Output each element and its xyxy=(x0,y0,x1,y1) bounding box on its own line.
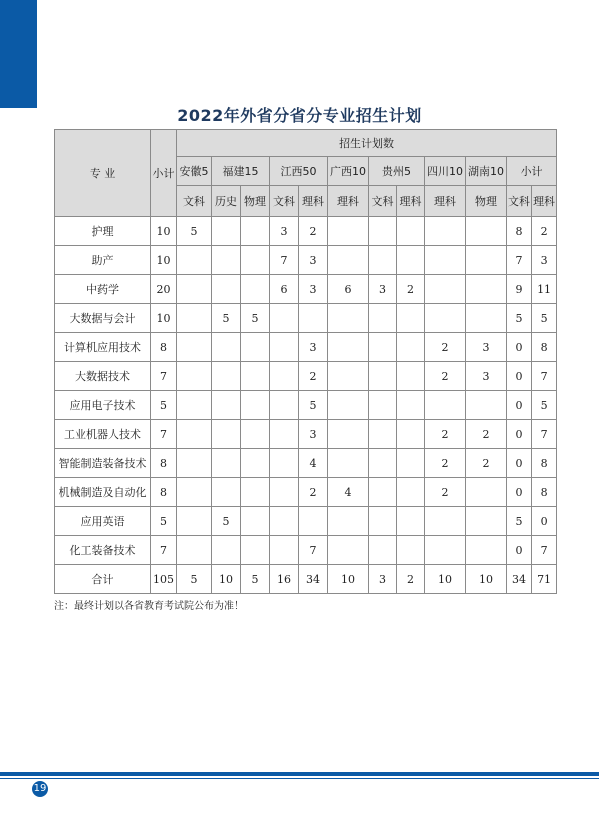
footer-rule xyxy=(0,772,599,776)
plan-cell xyxy=(241,478,270,507)
major-cell: 化工装备技术 xyxy=(55,536,151,565)
plan-cell: 3 xyxy=(369,565,397,594)
table-row xyxy=(55,565,557,594)
plan-cell xyxy=(241,420,270,449)
plan-cell xyxy=(369,449,397,478)
plan-cell: 7 xyxy=(532,536,557,565)
table-row xyxy=(55,333,557,362)
plan-cell xyxy=(299,304,328,333)
plan-cell xyxy=(397,362,425,391)
plan-cell: 0 xyxy=(532,507,557,536)
plan-cell: 8 xyxy=(532,478,557,507)
plan-cell xyxy=(397,507,425,536)
plan-cell xyxy=(466,217,507,246)
plan-cell xyxy=(241,536,270,565)
plan-cell xyxy=(177,246,212,275)
plan-cell: 34 xyxy=(507,565,532,594)
plan-cell xyxy=(369,362,397,391)
plan-cell: 5 xyxy=(507,507,532,536)
major-cell: 护理 xyxy=(55,217,151,246)
plan-cell xyxy=(397,449,425,478)
plan-cell: 3 xyxy=(299,275,328,304)
plan-cell xyxy=(425,217,466,246)
plan-cell xyxy=(328,449,369,478)
plan-cell: 6 xyxy=(270,275,299,304)
header-subject: 历史 xyxy=(212,186,241,217)
plan-cell: 7 xyxy=(507,246,532,275)
plan-cell xyxy=(328,507,369,536)
header-subject: 文科 xyxy=(369,186,397,217)
table-row xyxy=(55,362,557,391)
table-row xyxy=(55,275,557,304)
header-subject: 理科 xyxy=(299,186,328,217)
plan-cell: 5 xyxy=(532,304,557,333)
plan-cell: 0 xyxy=(507,391,532,420)
plan-cell: 5 xyxy=(177,217,212,246)
major-cell: 助产 xyxy=(55,246,151,275)
plan-cell xyxy=(241,275,270,304)
plan-cell xyxy=(177,420,212,449)
plan-cell: 7 xyxy=(532,362,557,391)
plan-cell: 7 xyxy=(532,420,557,449)
table-row xyxy=(55,536,557,565)
plan-cell xyxy=(177,478,212,507)
subtotal-cell: 5 xyxy=(151,391,177,420)
header-subject: 理科 xyxy=(328,186,369,217)
plan-cell: 0 xyxy=(507,420,532,449)
plan-cell xyxy=(177,536,212,565)
plan-cell xyxy=(212,391,241,420)
plan-cell xyxy=(177,275,212,304)
header-major: 专 业 xyxy=(55,130,151,217)
major-cell: 合计 xyxy=(55,565,151,594)
major-cell: 应用电子技术 xyxy=(55,391,151,420)
plan-cell xyxy=(328,362,369,391)
header-province: 安徽5 xyxy=(177,157,212,186)
plan-cell: 10 xyxy=(466,565,507,594)
subtotal-cell: 20 xyxy=(151,275,177,304)
page-number: 19 xyxy=(32,781,48,797)
header-subject: 理科 xyxy=(397,186,425,217)
major-cell: 应用英语 xyxy=(55,507,151,536)
header-subject: 文科 xyxy=(270,186,299,217)
plan-cell xyxy=(397,420,425,449)
plan-cell xyxy=(425,304,466,333)
table-row xyxy=(55,478,557,507)
plan-cell xyxy=(328,246,369,275)
header-subject: 文科 xyxy=(507,186,532,217)
plan-cell: 6 xyxy=(328,275,369,304)
plan-cell xyxy=(241,246,270,275)
plan-cell xyxy=(177,333,212,362)
plan-cell xyxy=(397,246,425,275)
plan-cell xyxy=(425,275,466,304)
plan-cell xyxy=(466,391,507,420)
subtotal-cell: 10 xyxy=(151,304,177,333)
plan-cell: 3 xyxy=(466,362,507,391)
plan-cell xyxy=(270,304,299,333)
plan-cell xyxy=(241,333,270,362)
plan-cell xyxy=(397,304,425,333)
plan-cell: 10 xyxy=(328,565,369,594)
header-province: 江西50 xyxy=(270,157,328,186)
major-cell: 计算机应用技术 xyxy=(55,333,151,362)
header-subject: 理科 xyxy=(425,186,466,217)
plan-cell xyxy=(270,391,299,420)
plan-cell: 0 xyxy=(507,333,532,362)
plan-cell: 71 xyxy=(532,565,557,594)
major-cell: 工业机器人技术 xyxy=(55,420,151,449)
plan-cell: 2 xyxy=(466,420,507,449)
header-province: 小计 xyxy=(507,157,557,186)
plan-cell xyxy=(397,536,425,565)
plan-cell: 2 xyxy=(299,478,328,507)
plan-cell xyxy=(270,536,299,565)
plan-cell xyxy=(466,536,507,565)
header-province: 贵州5 xyxy=(369,157,425,186)
plan-cell xyxy=(212,362,241,391)
header-subtotal: 小计 xyxy=(151,130,177,217)
plan-cell: 8 xyxy=(507,217,532,246)
major-cell: 中药学 xyxy=(55,275,151,304)
table-row xyxy=(55,304,557,333)
plan-cell xyxy=(425,536,466,565)
table-row xyxy=(55,391,557,420)
plan-cell xyxy=(177,507,212,536)
header-subject: 物理 xyxy=(241,186,270,217)
plan-cell xyxy=(177,304,212,333)
subtotal-cell: 105 xyxy=(151,565,177,594)
plan-cell xyxy=(369,507,397,536)
plan-cell: 4 xyxy=(299,449,328,478)
plan-cell: 2 xyxy=(299,217,328,246)
plan-cell xyxy=(369,217,397,246)
subtotal-cell: 7 xyxy=(151,362,177,391)
plan-cell: 2 xyxy=(425,420,466,449)
plan-cell xyxy=(369,246,397,275)
plan-cell xyxy=(466,507,507,536)
plan-cell: 2 xyxy=(425,478,466,507)
major-cell: 机械制造及自动化 xyxy=(55,478,151,507)
subtotal-cell: 8 xyxy=(151,449,177,478)
plan-cell xyxy=(212,420,241,449)
plan-cell xyxy=(241,507,270,536)
plan-cell xyxy=(328,217,369,246)
plan-cell: 3 xyxy=(532,246,557,275)
plan-cell: 3 xyxy=(299,246,328,275)
plan-cell xyxy=(425,391,466,420)
plan-cell xyxy=(466,304,507,333)
plan-cell xyxy=(270,420,299,449)
plan-cell xyxy=(369,536,397,565)
plan-cell: 5 xyxy=(532,391,557,420)
subtotal-cell: 5 xyxy=(151,507,177,536)
plan-cell xyxy=(328,304,369,333)
plan-cell: 5 xyxy=(241,304,270,333)
subtotal-cell: 10 xyxy=(151,217,177,246)
header-plan: 招生计划数 xyxy=(177,130,557,157)
plan-cell: 3 xyxy=(466,333,507,362)
plan-cell xyxy=(270,449,299,478)
plan-cell xyxy=(241,449,270,478)
plan-cell: 2 xyxy=(425,333,466,362)
header-province: 福建15 xyxy=(212,157,270,186)
plan-cell xyxy=(328,420,369,449)
plan-cell: 0 xyxy=(507,536,532,565)
plan-cell xyxy=(212,246,241,275)
header-subject: 物理 xyxy=(466,186,507,217)
footnote: 注：最终计划以各省教育考试院公布为准！ xyxy=(54,601,244,612)
plan-cell xyxy=(241,217,270,246)
plan-cell: 2 xyxy=(397,275,425,304)
plan-cell xyxy=(328,333,369,362)
table-body xyxy=(55,217,557,594)
plan-cell xyxy=(425,246,466,275)
plan-cell xyxy=(241,391,270,420)
header-province: 四川10 xyxy=(425,157,466,186)
plan-cell xyxy=(328,536,369,565)
table-row xyxy=(55,217,557,246)
plan-cell: 5 xyxy=(299,391,328,420)
plan-cell xyxy=(397,478,425,507)
plan-cell: 2 xyxy=(425,449,466,478)
plan-cell xyxy=(212,275,241,304)
plan-cell xyxy=(177,362,212,391)
subtotal-cell: 8 xyxy=(151,333,177,362)
table-row xyxy=(55,449,557,478)
plan-cell xyxy=(397,333,425,362)
header-province: 湖南10 xyxy=(466,157,507,186)
plan-cell: 0 xyxy=(507,478,532,507)
plan-cell xyxy=(466,275,507,304)
plan-cell: 5 xyxy=(212,507,241,536)
plan-cell xyxy=(270,362,299,391)
plan-cell xyxy=(241,362,270,391)
plan-cell: 2 xyxy=(397,565,425,594)
corner-decoration xyxy=(0,0,37,108)
plan-cell: 4 xyxy=(328,478,369,507)
major-cell: 大数据与会计 xyxy=(55,304,151,333)
plan-cell: 16 xyxy=(270,565,299,594)
plan-cell xyxy=(299,507,328,536)
plan-cell xyxy=(270,507,299,536)
plan-cell: 3 xyxy=(270,217,299,246)
header-subject: 文科 xyxy=(177,186,212,217)
plan-cell: 2 xyxy=(466,449,507,478)
plan-cell: 3 xyxy=(369,275,397,304)
enrollment-plan-table xyxy=(54,129,557,594)
plan-cell xyxy=(397,217,425,246)
plan-cell xyxy=(369,420,397,449)
page-title: 2022年外省分省分专业招生计划 xyxy=(177,106,422,125)
plan-cell xyxy=(177,391,212,420)
plan-cell: 11 xyxy=(532,275,557,304)
plan-cell xyxy=(369,478,397,507)
plan-cell: 7 xyxy=(299,536,328,565)
major-cell: 大数据技术 xyxy=(55,362,151,391)
table-row xyxy=(55,420,557,449)
header-province: 广西10 xyxy=(328,157,369,186)
plan-cell xyxy=(328,391,369,420)
plan-cell xyxy=(212,333,241,362)
footer-rule-thin xyxy=(0,778,599,779)
plan-cell: 5 xyxy=(177,565,212,594)
subtotal-cell: 7 xyxy=(151,420,177,449)
plan-cell: 10 xyxy=(425,565,466,594)
plan-cell: 7 xyxy=(270,246,299,275)
plan-cell xyxy=(369,333,397,362)
plan-cell xyxy=(369,304,397,333)
plan-cell: 34 xyxy=(299,565,328,594)
plan-cell: 3 xyxy=(299,420,328,449)
plan-cell: 3 xyxy=(299,333,328,362)
plan-cell: 10 xyxy=(212,565,241,594)
table-row xyxy=(55,246,557,275)
plan-cell xyxy=(397,391,425,420)
header-subject: 理科 xyxy=(532,186,557,217)
subtotal-cell: 10 xyxy=(151,246,177,275)
subtotal-cell: 8 xyxy=(151,478,177,507)
plan-cell xyxy=(212,478,241,507)
plan-cell: 8 xyxy=(532,333,557,362)
plan-cell xyxy=(270,478,299,507)
plan-cell xyxy=(466,478,507,507)
plan-cell: 0 xyxy=(507,449,532,478)
plan-cell: 2 xyxy=(425,362,466,391)
plan-cell: 8 xyxy=(532,449,557,478)
plan-cell xyxy=(212,449,241,478)
major-cell: 智能制造装备技术 xyxy=(55,449,151,478)
plan-cell xyxy=(369,391,397,420)
plan-cell: 5 xyxy=(212,304,241,333)
plan-cell: 2 xyxy=(532,217,557,246)
plan-cell xyxy=(212,217,241,246)
plan-cell xyxy=(425,507,466,536)
plan-cell xyxy=(212,536,241,565)
plan-cell: 9 xyxy=(507,275,532,304)
plan-cell xyxy=(466,246,507,275)
plan-cell xyxy=(270,333,299,362)
plan-cell: 5 xyxy=(507,304,532,333)
plan-cell: 0 xyxy=(507,362,532,391)
subtotal-cell: 7 xyxy=(151,536,177,565)
table-row xyxy=(55,507,557,536)
plan-cell xyxy=(177,449,212,478)
plan-cell: 2 xyxy=(299,362,328,391)
plan-cell: 5 xyxy=(241,565,270,594)
